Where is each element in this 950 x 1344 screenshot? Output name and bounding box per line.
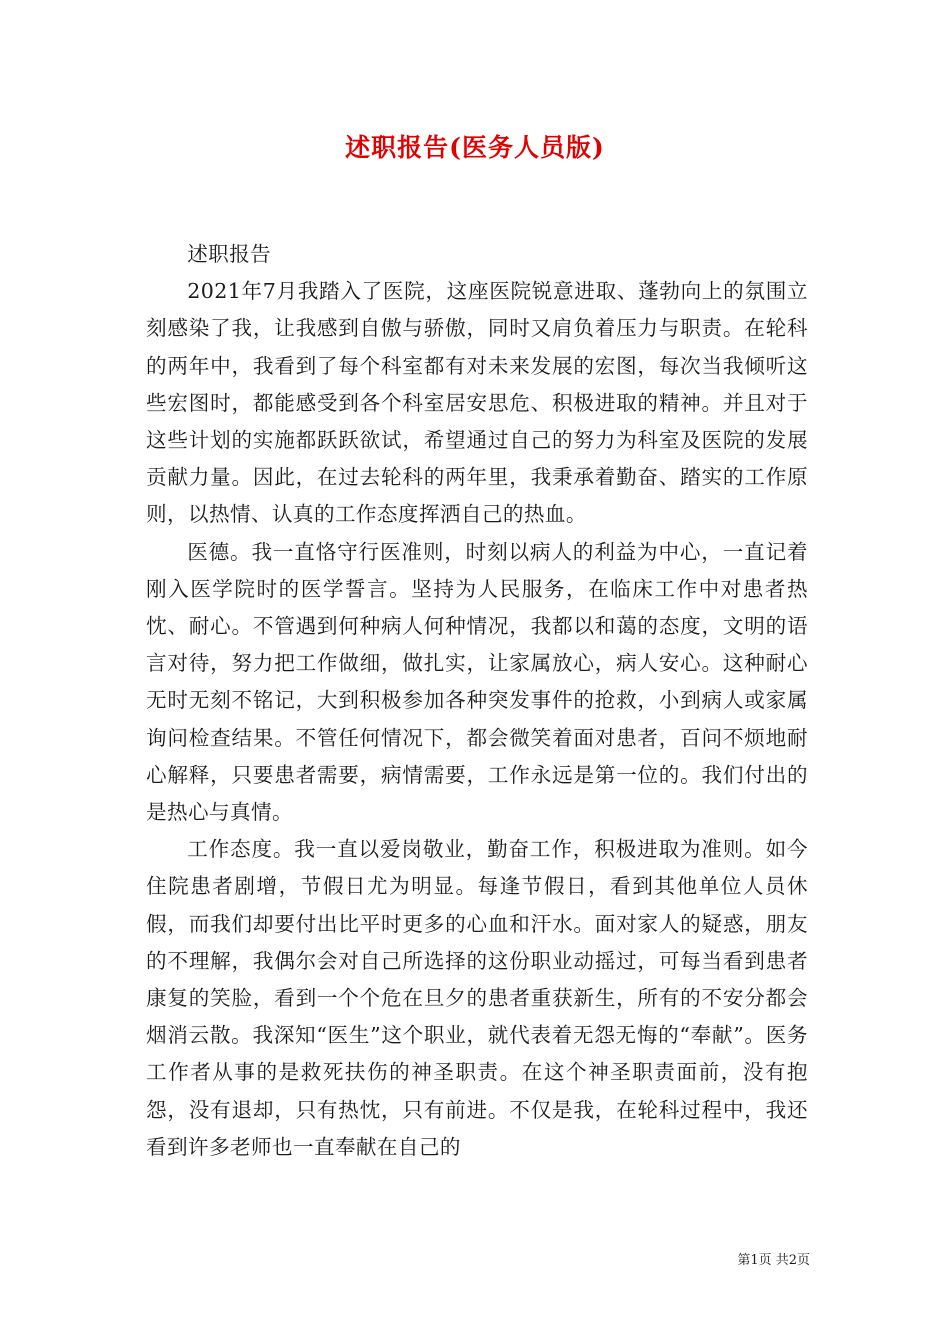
paragraph-heading: 述职报告 (187, 242, 272, 266)
paragraph-intro: 2021年7月我踏入了医院，这座医院锐意进取、蓬勃向上的氛围立刻感染了我，让我感到自傲与骄傲，同时又肩负着压力与职责。在轮科的两年中，我看到了每个科室都有对未来发展的宏图，每次当我倾听这些宏图时，都能感受到各个科室居安思危、积极进取的精神。并且对于这些计划的实施都跃跃欲试，希望通过自己的努力为科室及医院的发展贡献力量。因此，在过去轮科的两年里，我秉承着勤奋、踏实的工作原则，以热情、认真的工作态度挥洒自己的热血。 (146, 279, 808, 527)
document-body (146, 236, 808, 1166)
page-number: 第1页 共2页 (737, 1253, 810, 1268)
paragraph-work-attitude: 工作态度。我一直以爱岗敬业，勤奋工作，积极进取为准则。如今住院患者剧增，节假日尤为明显。每逢节假日，看到其他单位人员休假，而我们却要付出比平时更多的心血和汗水。面对家人的疑惑，朋友的不理解，我偶尔会对自己所选择的这份职业动摇过，可每当看到患者康复的笑脸，看到一个个危在旦夕的患者重获新生，所有的不安分都会烟消云散。我深知“医生”这个职业，就代表着无怨无悔的“奉献”。医务工作者从事的是救死扶伤的神圣职责。在这个神圣职责面前，没有抱怨，没有退却，只有热忱，只有前进。不仅是我，在轮科过程中，我还看到许多老师也一直奉献在自己的 (146, 837, 808, 1159)
paragraph-medical-ethics: 医德。我一直恪守行医准则，时刻以病人的利益为中心，一直记着刚入医学院时的医学誓言。坚持为人民服务，在临床工作中对患者热忱、耐心。不管遇到何种病人何种情况，我都以和蔼的态度，文明的语言对待，努力把工作做细，做扎实，让家属放心，病人安心。这种耐心无时无刻不铭记，大到积极参加各种突发事件的抢救，小到病人或家属询问检查结果。不管任何情况下，都会微笑着面对患者，百问不烦地耐心解释，只要患者需要，病情需要，工作永远是第一位的。我们付出的是热心与真情。 (146, 539, 808, 825)
document-title: 述职报告(医务人员版) (345, 133, 605, 162)
